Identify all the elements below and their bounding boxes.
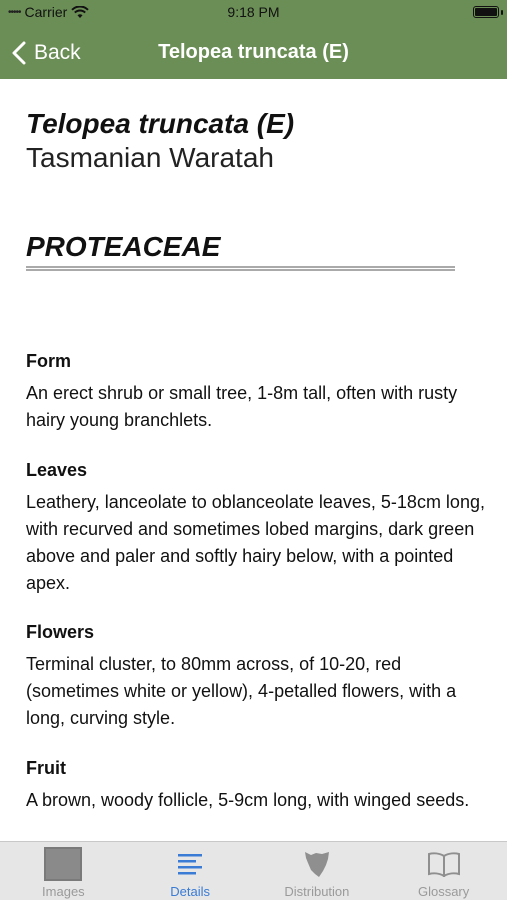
section-heading: Flowers — [26, 622, 95, 642]
section-heading: Leaves — [26, 460, 88, 480]
tab-label: Glossary — [417, 884, 470, 899]
image-thumbnail-icon — [44, 848, 82, 880]
section-heading: Fruit — [26, 758, 66, 778]
tab-label: Images — [42, 884, 85, 899]
section-form — [26, 351, 486, 434]
section-heading: Form — [26, 351, 71, 371]
signal-dots-icon: ••••• — [8, 6, 21, 18]
tab-bar — [0, 841, 507, 900]
tab-label: Details — [170, 884, 210, 899]
battery-tip — [501, 10, 503, 15]
status-time: 9:18 PM — [227, 4, 280, 20]
species-details[interactable] — [0, 79, 507, 841]
battery-icon — [473, 6, 499, 18]
back-label: Back — [34, 40, 81, 64]
tasmania-map-icon — [298, 848, 336, 880]
status-bar — [0, 0, 507, 26]
tab-distribution[interactable] — [254, 842, 381, 900]
list-icon — [171, 848, 209, 880]
section-fruit — [26, 758, 486, 814]
navigation-bar — [0, 26, 507, 79]
section-flowers — [26, 622, 486, 732]
family-divider — [26, 266, 455, 271]
family-name: PROTEACEAE — [26, 231, 221, 262]
section-leaves — [26, 460, 486, 597]
tab-glossary[interactable] — [380, 842, 507, 900]
nav-title: Telopea truncata (E) — [158, 41, 349, 63]
section-text: Leathery, lanceolate to oblanceolate leaves, 5-18cm long, with recurved and sometimes lobed margins, dark green above and paler and softly hairy below, with a pointed apex. — [26, 492, 485, 593]
section-text: An erect shrub or small tree, 1-8m tall, often with rusty hairy young branchlets. — [26, 383, 458, 430]
tab-images[interactable] — [0, 842, 127, 900]
section-text: Terminal cluster, to 80mm across, of 10-20, red (sometimes white or yellow), 4-petalled flowers, with a long, curving style. — [26, 654, 457, 728]
tab-details[interactable] — [127, 842, 254, 900]
carrier-label: Carrier — [24, 4, 68, 20]
book-icon — [425, 848, 463, 880]
tab-label: Distribution — [284, 884, 350, 899]
common-name: Tasmanian Waratah — [26, 142, 274, 173]
scientific-name: Telopea truncata (E) — [26, 108, 295, 139]
section-text: A brown, woody follicle, 5-9cm long, with winged seeds. — [26, 790, 470, 810]
